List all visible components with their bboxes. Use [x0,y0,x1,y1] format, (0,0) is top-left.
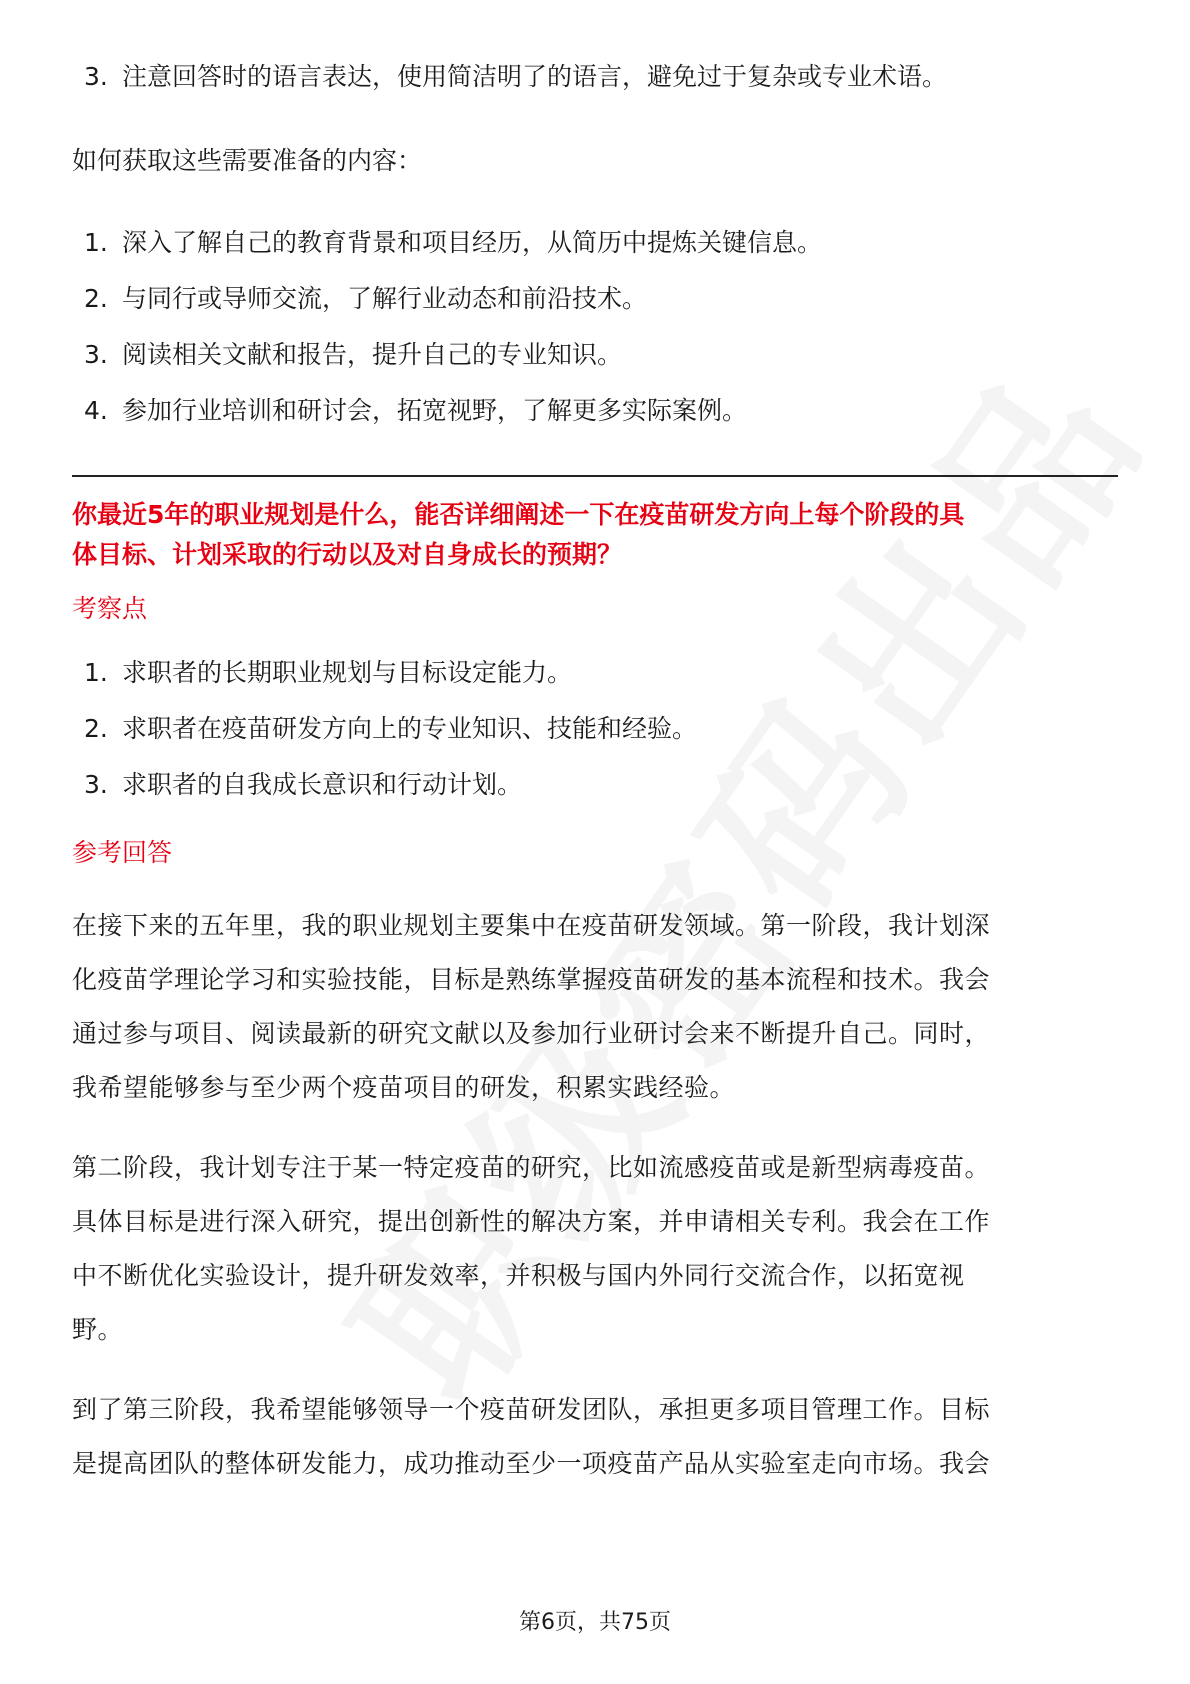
section-divider [72,475,1118,477]
question-heading: 你最近5年的职业规划是什么，能否详细阐述一下在疫苗研发方向上每个阶段的具 体目标、计划采取的行动以及对自身成长的预期？ [72,500,965,569]
list-item: 2. 与同行或导师交流，了解行业动态和前沿技术。 [84,284,648,313]
focus-list [72,645,1118,813]
prep-list [72,215,1118,439]
answer-paragraph: 到了第三阶段，我希望能够领导一个疫苗研发团队，承担更多项目管理工作。目标 是提高团队的整体研发能力，成功推动至少一项疫苗产品从实验室走向市场。我会 [72,1395,991,1478]
page-content [72,55,1118,1491]
answer-paragraph: 第二阶段，我计划专注于某一特定疫苗的研究，比如流感疫苗或是新型病毒疫苗。 具体目标是进行深入研究，提出创新性的解决方案，并申请相关专利。我会在工作 中不断优化实验设计，提升研发效率，并积极与国内外同行交流合作，以拓宽视 野。 [72,1153,991,1344]
page-number: 第6页，共75页 [519,1610,671,1635]
answer-paragraph: 在接下来的五年里，我的职业规划主要集中在疫苗研发领域。第一阶段，我计划深 化疫苗学理论学习和实验技能，目标是熟练掌握疫苗研发的基本流程和技术。我会 通过参与项目、阅读最新的研究文献以及参加行业研讨会来不断提升自己。同时， 我希望能够参与至少两个疫苗项目的研发，积累实践经验。 [72,911,991,1102]
prior-tips-list [72,49,1118,105]
list-item: 2. 求职者在疫苗研发方向上的专业知识、技能和经验。 [84,714,698,743]
list-item: 1. 深入了解自己的教育背景和项目经历，从简历中提炼关键信息。 [84,228,823,257]
list-item: 3. 求职者的自我成长意识和行动计划。 [84,770,523,799]
focus-label: 考察点 [72,594,148,623]
list-item: 3. 阅读相关文献和报告，提升自己的专业知识。 [84,340,623,369]
list-item: 1. 求职者的长期职业规划与目标设定能力。 [84,658,573,687]
answer-label: 参考回答 [72,838,173,867]
prep-intro: 如何获取这些需要准备的内容： [72,146,423,175]
list-item: 4. 参加行业培训和研讨会，拓宽视野，了解更多实际案例。 [84,396,748,425]
list-item: 3. 注意回答时的语言表达，使用简洁明了的语言，避免过于复杂或专业术语。 [84,62,948,91]
